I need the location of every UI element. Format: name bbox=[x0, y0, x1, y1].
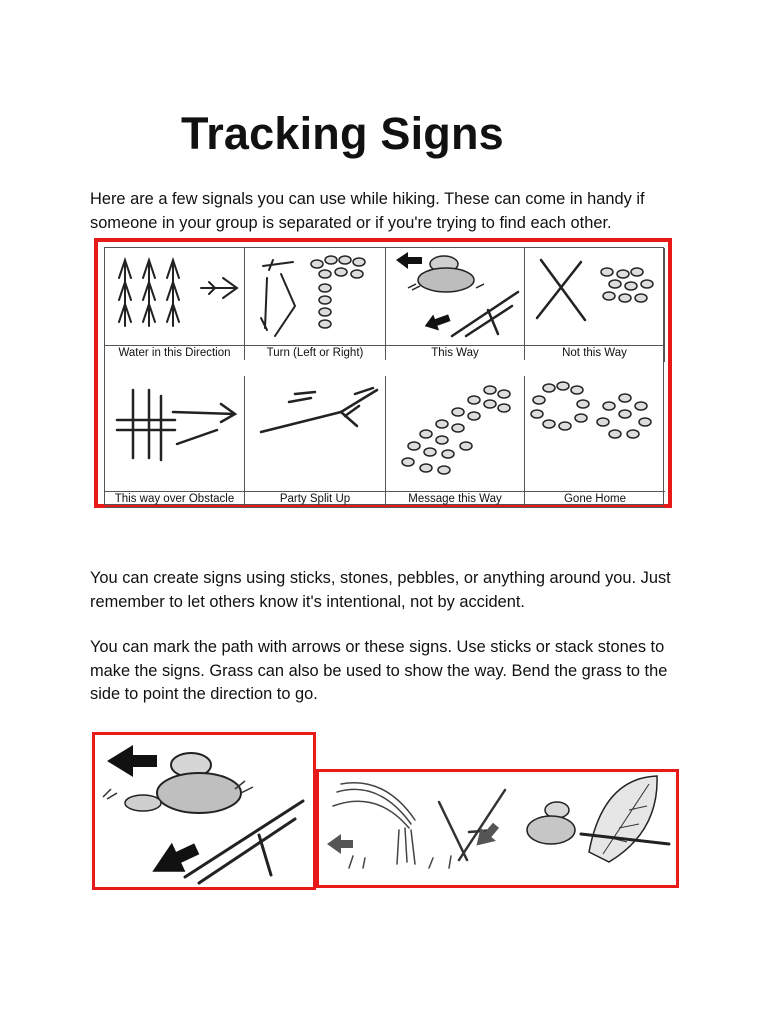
this-way-icon bbox=[386, 248, 525, 346]
sign-label: Party Split Up bbox=[245, 491, 385, 508]
stone-large bbox=[157, 773, 241, 813]
sign-label: This way over Obstacle bbox=[105, 491, 244, 508]
gone-home-icon bbox=[525, 376, 665, 491]
row-spacer bbox=[105, 360, 663, 376]
party-split-icon bbox=[245, 376, 386, 491]
over-obstacle-icon bbox=[105, 376, 245, 491]
intro-paragraph: Here are a few signals you can use while hiking. These can come in handy if someone in your group is separated or if you're trying to find each other. bbox=[90, 190, 645, 232]
sign-label: This Way bbox=[386, 345, 524, 362]
tracking-signs-table bbox=[104, 247, 664, 505]
leaf bbox=[589, 776, 657, 862]
sign-label: Turn (Left or Right) bbox=[245, 345, 385, 362]
sign-cell-gone-home bbox=[525, 376, 665, 506]
not-this-way-icon bbox=[525, 248, 665, 346]
sign-cell-party-split bbox=[245, 376, 386, 506]
this-way-illustration bbox=[95, 735, 313, 887]
arrow-left-icon bbox=[327, 834, 353, 854]
sign-cell-water-direction bbox=[105, 248, 245, 362]
sign-label: Gone Home bbox=[525, 491, 665, 508]
sign-cell-over-obstacle bbox=[105, 376, 245, 506]
arrow-up-right-icon bbox=[145, 834, 204, 884]
grass-sign-illustration bbox=[319, 772, 676, 885]
sign-cell-turn bbox=[245, 248, 386, 362]
sign-cell-message-way bbox=[386, 376, 525, 506]
materials-paragraph: You can create signs using sticks, stones, pebbles, or anything around you. Just remember to let others know it's intentional, not by accident. bbox=[90, 569, 671, 611]
turn-icon bbox=[245, 248, 386, 346]
page-title: Tracking Signs bbox=[181, 108, 504, 159]
sign-cell-this-way bbox=[386, 248, 525, 362]
water-direction-icon bbox=[105, 248, 245, 346]
this-way-illustration-frame bbox=[92, 732, 316, 890]
marking-paragraph: You can mark the path with arrows or these signs. Use sticks or stack stones to make the signs. Grass can also be used to show the way. Bend the grass to the side to point the direction to go. bbox=[90, 638, 668, 703]
sign-cell-not-this-way bbox=[525, 248, 665, 362]
grass-sign-illustration-frame bbox=[316, 769, 679, 888]
sign-label: Not this Way bbox=[525, 345, 664, 362]
sign-label: Water in this Direction bbox=[105, 345, 244, 362]
sign-label: Message this Way bbox=[386, 491, 524, 508]
message-way-icon bbox=[386, 376, 525, 491]
arrow-left-icon bbox=[107, 745, 157, 777]
